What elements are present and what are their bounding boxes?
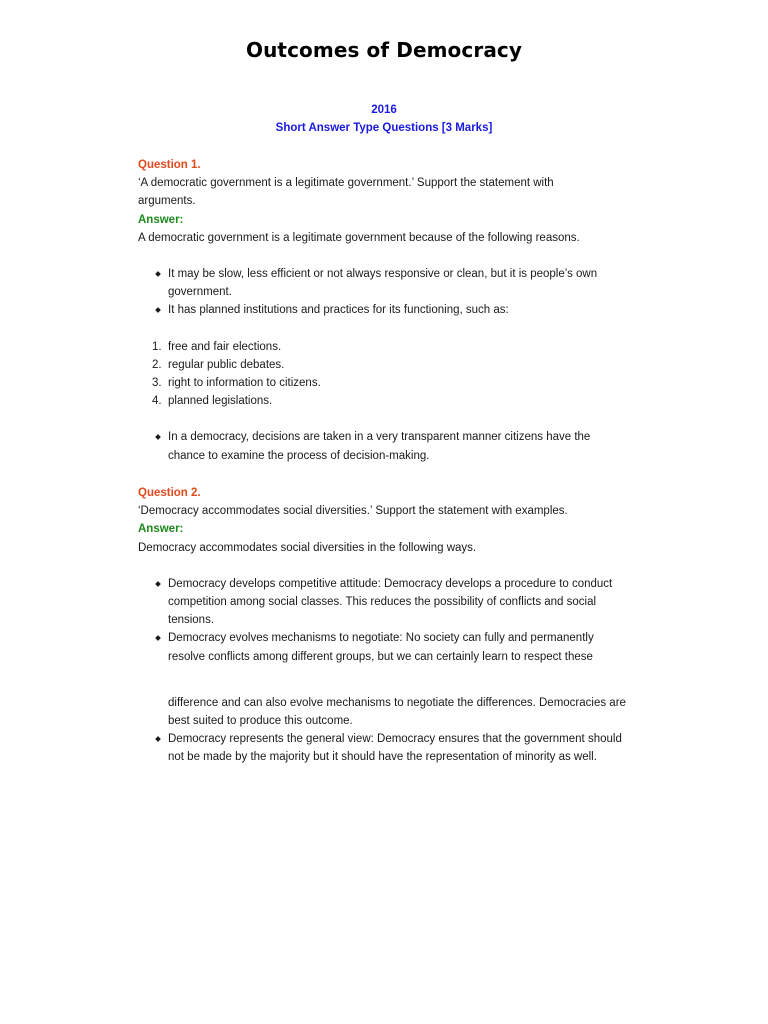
question-2-text: ‘Democracy accommodates social diversities.’ Support the statement with examples. [138, 505, 568, 518]
answer-1-intro: A democratic government is a legitimate government because of the following reasons. [138, 231, 580, 244]
list-item: In a democracy, decisions are taken in a very transparent manner citizens have the chance to examine the process of decision-making. [138, 428, 618, 464]
answer-1-numbered-list [138, 338, 638, 411]
answer-2-label: Answer: [138, 523, 184, 536]
list-item: 2. regular public debates. [152, 358, 285, 371]
diamond-bullet-icon [155, 435, 161, 441]
list-item: 3. right to information to citizens. [152, 377, 321, 390]
list-item: It has planned institutions and practices for its functioning, such as: [138, 301, 628, 319]
answer-2-bullets-a [138, 575, 633, 666]
diamond-bullet-icon [155, 636, 161, 642]
diamond-bullet-icon [155, 736, 161, 742]
answer-2-continuation: difference and can also evolve mechanisms to negotiate the differences. Democracies are best suited to produce this outcome. [168, 696, 626, 728]
answer-2-intro: Democracy accommodates social diversities in the following ways. [138, 541, 477, 554]
list-item: Democracy represents the general view: Democracy ensures that the government should not be made by the majority but it should have the representation of minority as well. [138, 730, 628, 766]
list-item: Democracy develops competitive attitude: Democracy develops a procedure to conduct competition among social classes. This reduces the possibility of conflicts and social tensions. [138, 575, 633, 630]
section-title: Short Answer Type Questions [3 Marks] [275, 122, 493, 134]
diamond-bullet-icon [155, 308, 161, 314]
question-2-label: Question 2. [138, 487, 201, 499]
question-1-block [138, 156, 638, 465]
answer-1-bullets-a [138, 265, 628, 320]
question-1-label: Question 1. [138, 159, 201, 171]
diamond-bullet-icon [155, 581, 161, 587]
list-item: It may be slow, less efficient or not always responsive or clean, but it is people’s own government. [138, 265, 628, 301]
answer-1-label: Answer: [138, 213, 184, 226]
section-year: 2016 [371, 104, 397, 116]
answer-2-bullets-b [138, 730, 628, 766]
page-title: Outcomes of Democracy [245, 38, 523, 62]
diamond-bullet-icon [155, 271, 161, 277]
question-2-block [138, 484, 638, 767]
answer-1-bullets-b [138, 428, 618, 464]
list-item: 1. free and fair elections. [152, 340, 282, 353]
list-item: 4. planned legislations. [152, 395, 273, 408]
question-1-text: ‘A democratic government is a legitimate government.’ Support the statement with arguments. [138, 177, 554, 208]
list-item: Democracy evolves mechanisms to negotiate: No society can fully and permanently resolve conflicts among different groups, but we can certainly learn to respect these [138, 629, 633, 665]
